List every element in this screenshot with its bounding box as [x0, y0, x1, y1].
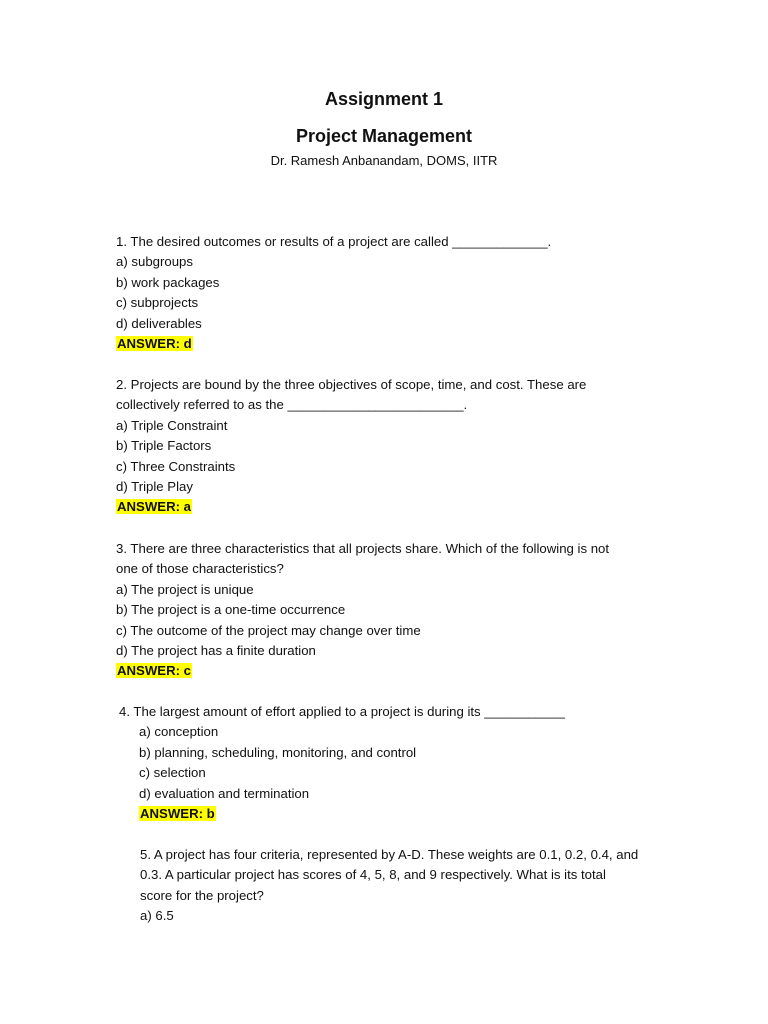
question-3	[116, 539, 609, 682]
option-c: c) subprojects	[116, 295, 199, 311]
option-a: a) conception	[139, 724, 219, 740]
question-stem-cont: 0.3. A particular project has scores of 4, 5, 8, and 9 respectively. What is its total	[140, 867, 606, 883]
option-d: d) The project has a finite duration	[116, 643, 316, 659]
question-2	[116, 375, 586, 518]
question-stem: 5. A project has four criteria, represented by A-D. These weights are 0.1, 0.2, 0.4, and	[140, 847, 639, 862]
option-a: a) Triple Constraint	[116, 417, 228, 433]
option-b: b) work packages	[116, 274, 220, 290]
question-stem: 1. The desired outcomes or results of a project are called _____________.	[116, 234, 552, 249]
answer-highlight: ANSWER: a	[117, 499, 191, 515]
question-stem-cont: score for the project?	[140, 887, 264, 903]
answer-highlight: ANSWER: b	[140, 806, 215, 822]
option-c: c) selection	[139, 765, 206, 781]
question-5	[140, 845, 638, 927]
option-a: a) The project is unique	[116, 581, 254, 597]
page-subtitle: Project Management	[295, 126, 473, 146]
author-line: Dr. Ramesh Anbanandam, DOMS, IITR	[270, 153, 498, 168]
answer-highlight: ANSWER: d	[117, 336, 192, 352]
question-stem: 3. There are three characteristics that all projects share. Which of the following is not	[116, 541, 610, 556]
option-b: b) planning, scheduling, monitoring, and control	[139, 744, 417, 760]
question-stem-cont: collectively referred to as the ________________________.	[116, 397, 468, 413]
option-b: b) The project is a one-time occurrence	[116, 602, 346, 618]
option-d: d) deliverables	[116, 315, 202, 331]
option-c: c) Three Constraints	[116, 458, 236, 474]
option-c: c) The outcome of the project may change over time	[116, 622, 421, 638]
page-title: Assignment 1	[324, 89, 444, 109]
answer-highlight: ANSWER: c	[117, 663, 191, 679]
option-a: a) subgroups	[116, 254, 193, 270]
option-d: d) Triple Play	[116, 479, 193, 495]
question-1	[116, 232, 551, 354]
option-d: d) evaluation and termination	[139, 785, 310, 801]
question-stem-cont: one of those characteristics?	[116, 561, 284, 577]
option-a: a) 6.5	[140, 908, 174, 924]
option-b: b) Triple Factors	[116, 438, 212, 454]
question-stem: 2. Projects are bound by the three objectives of scope, time, and cost. These are	[116, 377, 587, 392]
question-4	[116, 702, 565, 824]
question-stem: 4. The largest amount of effort applied to a project is during its ___________	[119, 704, 565, 719]
